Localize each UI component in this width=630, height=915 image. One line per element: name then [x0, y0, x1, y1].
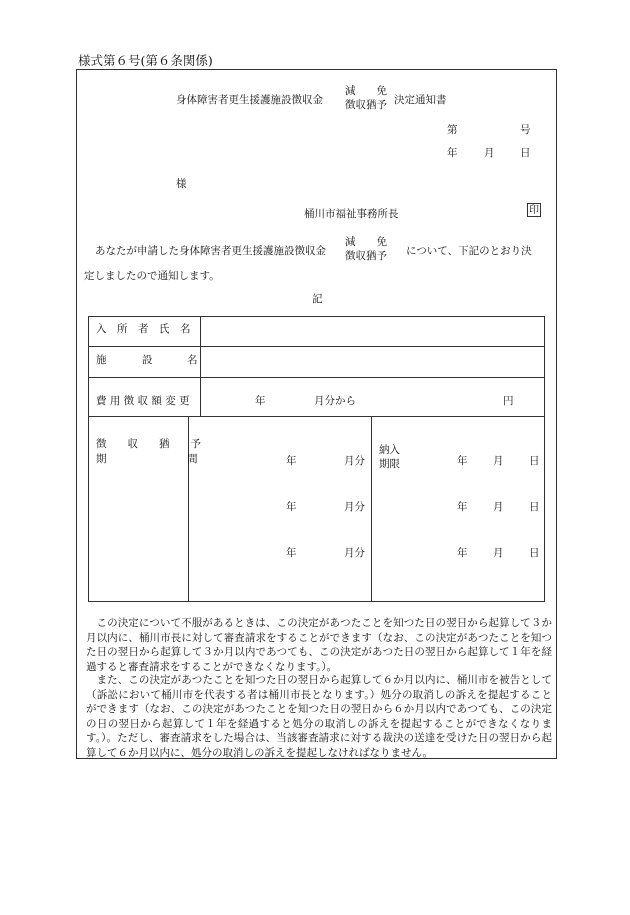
facility-label-right: 名: [187, 354, 198, 366]
deadline-label-top: 納入: [379, 444, 400, 456]
deadline-month: 月: [493, 455, 504, 467]
resident-name-label: 入 所 者 氏 名: [96, 323, 191, 335]
deadline-label: [379, 443, 400, 471]
deadline-month: 月: [493, 501, 504, 513]
period-year: 年: [286, 455, 297, 467]
deadline-year: 年: [457, 501, 468, 513]
issuer-name: 桶川市福祉事務所長: [304, 208, 399, 220]
period-year: 年: [286, 501, 297, 513]
deadline-year: 年: [457, 455, 468, 467]
table-rule: [89, 416, 544, 417]
title-prefix: 身体障害者更生援護施設徴収金: [176, 94, 323, 106]
date-year: 年: [447, 147, 458, 159]
record-heading: 記: [312, 293, 323, 305]
body-option-deferral: 徴収猶予: [345, 250, 387, 262]
period-month: 月分: [344, 547, 365, 559]
body-line2: 定しましたので通知します。: [84, 270, 220, 282]
fee-year: 年: [255, 395, 266, 407]
body-option-stack: [345, 235, 387, 263]
title-option-stack: [345, 84, 387, 112]
title-option-reduction: 減 免: [345, 85, 387, 97]
appeal-notice-lawsuit: また、この決定があつたことを知つた日の翌日から起算して６か月以内に、桶川市を被告として（訴訟において桶川市を代表する者は桶川市長となります。）処分の取消しの訴えを提起することができます（なお、この決定があつたことを知つた日の翌日から６か月以内であつても、この決定の日の翌日から起算して１年を経過すると処分の取消しの訴えを提起することができなくなります。）。ただし、審査請求をした場合は、当該審査請求に対する裁決の送達を受けた日の翌日から起算して６か月以内に、処分の取消しの訴えを提起しなければなりません。: [86, 674, 552, 759]
body-option-reduction: 減 免: [345, 236, 387, 248]
details-table: [88, 316, 545, 602]
doc-number-go: 号: [520, 124, 531, 136]
deadline-day: 日: [529, 501, 540, 513]
deadline-label-bottom: 期限: [379, 458, 400, 470]
deadline-month: 月: [493, 547, 504, 559]
title-suffix: 決定通知書: [394, 94, 447, 106]
table-rule: [371, 416, 372, 601]
deadline-day: 日: [529, 455, 540, 467]
form-number: 様式第６号(第６条関係): [78, 53, 213, 68]
table-rule: [89, 346, 544, 347]
appeal-notice-review: この決定について不服があるときは、この決定があつたことを知つた日の翌日から起算して３か月以内に、桶川市長に対して審査請求をすることができます（なお、この決定があつたことを知つた日の翌日から起算して３か月以内であつても、この決定があつた日の翌日から起算して１年を経過すると審査請求をすることができなくなります。）。: [86, 617, 552, 673]
doc-number-dai: 第: [447, 124, 458, 136]
facility-label-left: 施: [96, 354, 107, 366]
addressee-honorific: 様: [176, 178, 187, 190]
table-rule: [200, 317, 201, 416]
fee-change-label: 費 用 徴 収 額 変 更: [96, 395, 190, 407]
deadline-year: 年: [457, 547, 468, 559]
date-day: 日: [520, 147, 531, 159]
fee-month-from: 月分から: [314, 395, 356, 407]
facility-label-mid: 設: [142, 354, 153, 366]
body-line1-suffix: について、下記のとおり決: [406, 245, 532, 257]
deferral-label-top: 徴 収 猶 予: [96, 438, 201, 450]
table-rule: [89, 377, 544, 378]
period-year: 年: [286, 547, 297, 559]
body-line1-prefix: あなたが申請した身体障害者更生援護施設徴収金: [95, 245, 326, 257]
title-option-deferral: 徴収猶予: [345, 99, 387, 111]
deadline-day: 日: [529, 547, 540, 559]
period-month: 月分: [344, 455, 365, 467]
date-month: 月: [484, 147, 495, 159]
deferral-label-bottom-left: 期: [96, 453, 107, 465]
fee-yen: 円: [503, 395, 514, 407]
deferral-label-bottom-right: 間: [187, 453, 198, 465]
seal-mark: 印: [529, 205, 539, 216]
period-month: 月分: [344, 501, 365, 513]
